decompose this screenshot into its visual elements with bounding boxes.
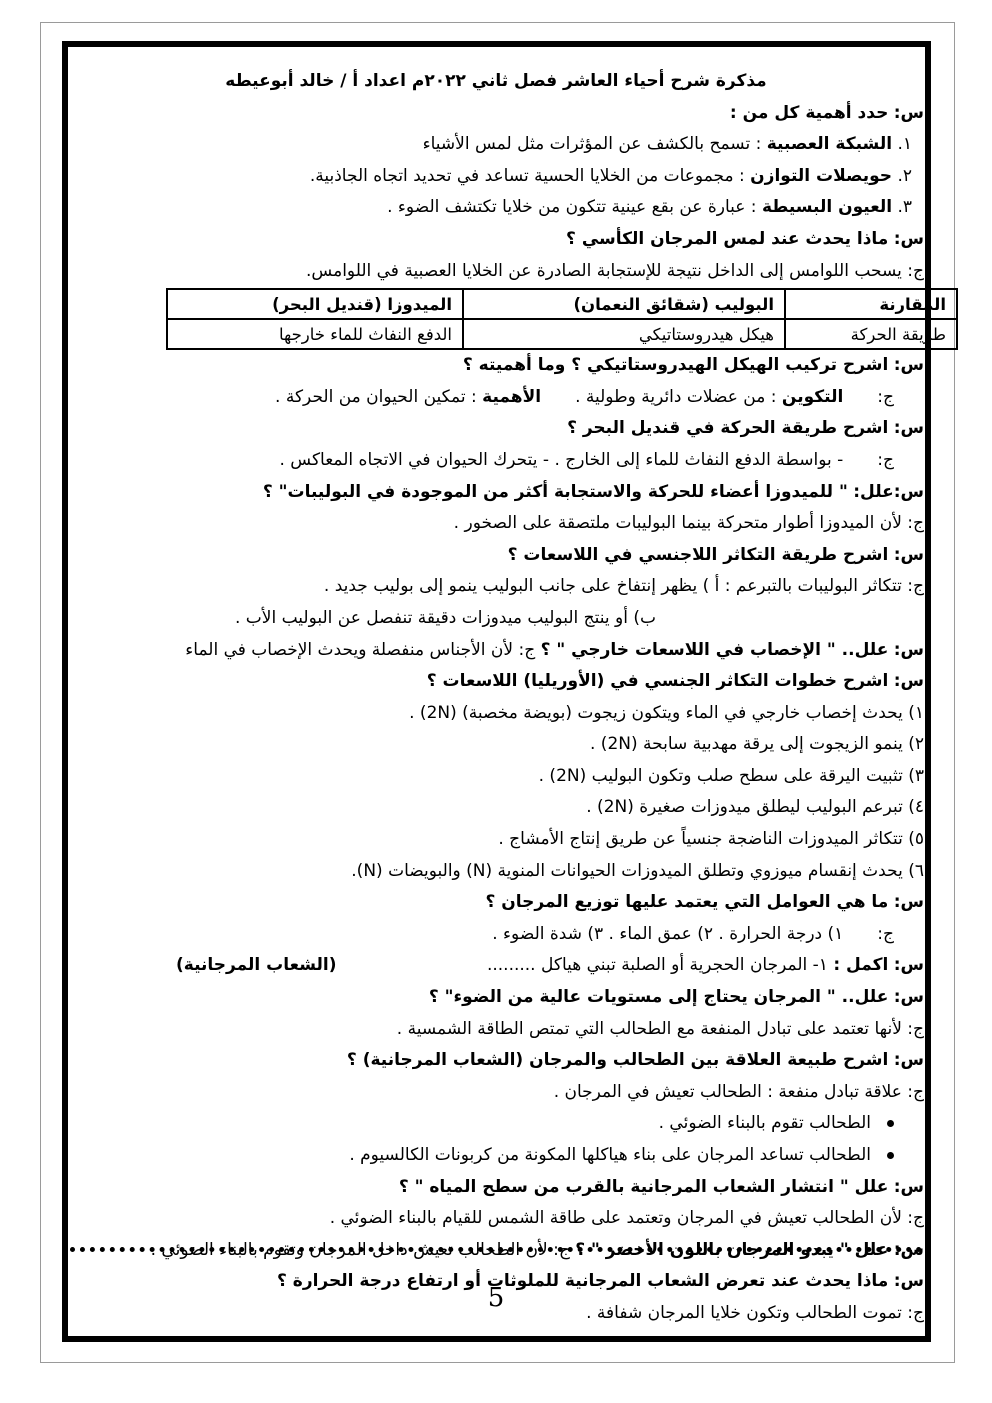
question-text: علل " يبدو المرجان باللون الأخضر " ؟ (575, 1239, 889, 1260)
list-item (98, 161, 924, 193)
list-item: ٥) تتكاثر الميدوزات الناضجة جنسياً عن طريق إنتاج الأمشاج . (498, 829, 924, 850)
item-definition: : مجموعات من الخلايا الحسية تساعد في تحديد اتجاه الجاذبية. (309, 165, 745, 186)
answer-line (98, 1203, 924, 1235)
question-line (98, 635, 924, 667)
question-label: س:علل: (853, 481, 924, 502)
question-text: " للميدوزا أعضاء للحركة والاستجابة أكثر من الموجودة في البوليبات" ؟ (262, 481, 848, 502)
answer-label: ج: (907, 513, 924, 534)
answer-text: لأن الطحالب تعيش في المرجان وتعتمد على طاقة الشمس للقيام بالبناء الضوئي . (329, 1208, 902, 1229)
document-body (98, 66, 946, 1330)
comparison-table (166, 288, 958, 350)
answer-text: ١- المرجان الحجرية أو الصلبة تبني هياكل ......... (486, 955, 828, 976)
question-line (98, 950, 924, 982)
answer-line (98, 1077, 924, 1109)
list-item (98, 129, 924, 161)
item-definition: : تسمح بالكشف عن المؤثرات مثل لمس الأشياء (422, 134, 762, 155)
answer-text: : تمكين الحيوان من الحركة . (275, 386, 477, 407)
bullet-text: الطحالب تساعد المرجان على بناء هياكلها المكونة من كربونات الكالسيوم . (349, 1145, 871, 1165)
question-text: علل.. " الإخصاب في اللاسعات خارجي " ؟ (540, 639, 889, 660)
question-label: س: (893, 1271, 924, 1292)
question-label: س: (893, 639, 924, 660)
question-label: س: (893, 671, 924, 692)
answer-text: لأنها تعتمد على تبادل المنفعة مع الطحالب التي تمتص الطاقة الشمسية . (396, 1018, 902, 1039)
list-item: ٦) يحدث إنقسام ميوزوي وتطلق الميدوزات الحيوانات المنوية (N) والبويضات (N). (351, 860, 924, 881)
answer-text: تتكاثر البوليبات بالتبرعم : أ ) يظهر إنتفاخ على جانب البوليب ينمو إلى بوليب جديد . (323, 576, 902, 597)
bullet-text: الطحالب تقوم بالبناء الضوئي . (658, 1113, 871, 1134)
question-label: س: (893, 955, 924, 976)
document-title: مذكرة شرح أحياء العاشر فصل ثاني ٢٠٢٢م اعداد أ / خالد أبوعيطه (225, 71, 767, 91)
question-text: اشرح طريقة الحركة في قنديل البحر ؟ (567, 418, 889, 439)
answer-line (98, 382, 924, 414)
answer-text: ١) درجة الحرارة . ٢) عمق الماء . ٣) شدة الضوء . (492, 923, 844, 944)
question-label: س: (893, 1239, 924, 1260)
list-item: ٢) ينمو الزيجوت إلى يرقة مهدبية سابحة (2N) . (590, 734, 924, 755)
list-item (98, 1108, 924, 1140)
fill-in-answer: (الشعاب المرجانية) (176, 955, 337, 976)
answer-text: ب) أو ينتج البوليب ميدوزات دقيقة تنفصل عن البوليب الأب . (234, 607, 656, 628)
table-cell: الدفع النفاث للماء خارجها (167, 319, 463, 349)
answer-label: ج: (553, 1239, 570, 1260)
bullet-icon (887, 1120, 894, 1127)
question-text: اشرح طريقة التكاثر اللاجنسي في اللاسعات ؟ (507, 544, 889, 565)
answer-text: - بواسطة الدفع النفاث للماء إلى الخارج . - يتحرك الحيوان في الاتجاه المعاكس . (279, 449, 844, 470)
question-label: س: (893, 544, 924, 565)
answer-line (98, 1014, 924, 1046)
question-line (98, 350, 924, 382)
question-line (98, 98, 924, 130)
bullet-icon (887, 1152, 894, 1159)
table-header-cell: المقارنة (785, 289, 957, 319)
comparison-table-wrap (98, 287, 946, 350)
question-text: علل.. " المرجان يحتاج إلى مستويات عالية من الضوء" ؟ (428, 987, 889, 1008)
list-item: ٣) تثبيت اليرقة على سطح صلب وتكون البوليب (2N) . (538, 765, 924, 786)
question-label: س: (893, 1176, 924, 1197)
table-row (167, 319, 957, 349)
answer-line (98, 603, 924, 635)
answer-label: ج: (907, 1081, 924, 1102)
question-text: حدد أهمية كل من : (729, 102, 889, 123)
dotted-separator (70, 1247, 922, 1252)
question-label: س: (893, 1050, 924, 1071)
table-header-cell: الميدوزا (قنديل البحر) (167, 289, 463, 319)
question-line (98, 1172, 924, 1204)
item-term: حويصلات التوازن (750, 165, 893, 186)
list-item (98, 1140, 924, 1172)
question-label: س: (893, 892, 924, 913)
answer-line (98, 445, 924, 477)
item-term: العيون البسيطة (761, 197, 893, 218)
answer-text: علاقة تبادل منفعة : الطحالب تعيش في المرجان . (553, 1081, 902, 1102)
table-cell: طريقة الحركة (785, 319, 957, 349)
question-line (98, 666, 924, 698)
question-line (98, 887, 924, 919)
answer-label: ج: (877, 449, 894, 470)
answer-line (98, 508, 924, 540)
question-line (98, 540, 924, 572)
answer-text: يسحب اللوامس إلى الداخل نتيجة للإستجابة الصادرة عن الخلايا العصبية في اللوامس. (306, 260, 902, 281)
item-number: ٣. (897, 197, 912, 218)
list-item (98, 192, 924, 224)
answer-text: : من عضلات دائرية وطولية . (575, 386, 777, 407)
table-header-row (167, 289, 957, 319)
answer-label: ج: (877, 386, 894, 407)
question-text: ماذا يحدث عند تعرض الشعاب المرجانية للملوثات أو ارتفاع درجة الحرارة ؟ (277, 1271, 889, 1292)
item-definition: : عبارة عن بقع عينية تتكون من خلايا تكتشف الضوء . (387, 197, 757, 218)
answer-term: التكوين (781, 386, 844, 407)
question-label: س: (893, 355, 924, 376)
answer-text: لأن الطحالب تعيش داخل المرجان وتقوم بالبناء الضوئي . (150, 1239, 548, 1260)
answer-label: ج: (877, 923, 894, 944)
answer-term: الأهمية (482, 386, 542, 407)
table-cell: هيكل هيدروستاتيكي (463, 319, 785, 349)
question-line (98, 224, 924, 256)
answer-label: ج: (907, 1302, 924, 1323)
item-number: ١. (897, 134, 912, 155)
question-line (98, 1045, 924, 1077)
answer-text: لأن الميدوزا أطوار متحركة بينما البوليبات ملتصقة على الصخور . (453, 513, 902, 534)
answer-label: ج: (907, 576, 924, 597)
question-label: س: (893, 102, 924, 123)
question-line (98, 477, 924, 509)
answer-text: لأن الأجناس منفصلة ويحدث الإخصاب في الماء (185, 639, 514, 660)
item-number: ٢. (897, 165, 912, 186)
question-line (98, 413, 924, 445)
item-term: الشبكة العصبية (766, 134, 893, 155)
question-label: س: (893, 987, 924, 1008)
answer-label: ج: (907, 260, 924, 281)
question-label: س: (893, 228, 924, 249)
answer-text: تموت الطحالب وتكون خلايا المرجان شفافة . (586, 1302, 902, 1323)
answer-line (98, 919, 924, 951)
list-item: ١) يحدث إخصاب خارجي في الماء ويتكون زيجوت (بويضة مخصبة) (2N) . (409, 702, 924, 723)
question-label: س: (893, 418, 924, 439)
question-text: ما هي العوامل التي يعتمد عليها توزيع المرجان ؟ (485, 892, 889, 913)
page-number: 5 (487, 1283, 505, 1313)
question-text: اكمل : (833, 955, 889, 976)
question-line (98, 982, 924, 1014)
question-text: ماذا يحدث عند لمس المرجان الكأسي ؟ (566, 228, 889, 249)
answer-label: ج: (518, 639, 536, 660)
answer-label: ج: (907, 1018, 924, 1039)
question-text: اشرح تركيب الهيكل الهيدروستاتيكي ؟ وما أهميته ؟ (462, 355, 889, 376)
question-text: اشرح خطوات التكاثر الجنسي في (الأوريليا) اللاسعات ؟ (426, 671, 889, 692)
answer-line (98, 256, 924, 288)
table-header-cell: البوليب (شقائق النعمان) (463, 289, 785, 319)
list-item: ٤) تبرعم البوليب ليطلق ميدوزات صغيرة (2N) . (586, 797, 924, 818)
answer-label: ج: (907, 1208, 924, 1229)
question-text: اشرح طبيعة العلاقة بين الطحالب والمرجان (الشعاب المرجانية) ؟ (346, 1050, 889, 1071)
answer-line (98, 571, 924, 603)
question-text: علل " انتشار الشعاب المرجانية بالقرب من سطح المياه " ؟ (398, 1176, 889, 1197)
